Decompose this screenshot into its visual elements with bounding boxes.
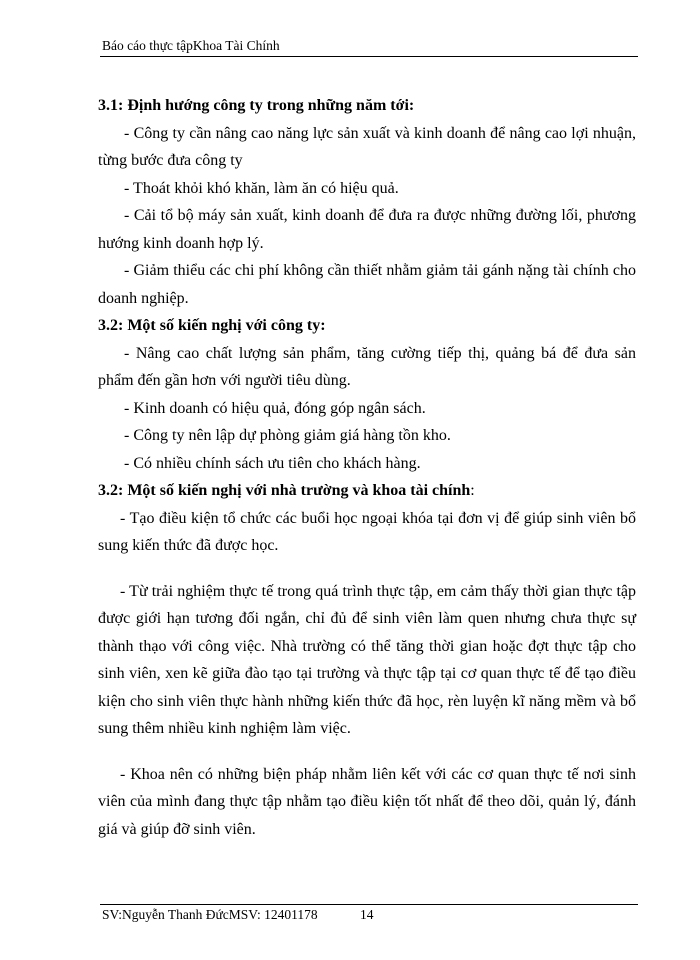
list-item: - Công ty nên lập dự phòng giảm giá hàng tồn kho.: [124, 427, 451, 444]
footer-student-info: SV:Nguyễn Thanh ĐứcMSV: 12401178: [102, 907, 318, 922]
paragraph: - Khoa nên có những biện pháp nhằm liên kết với các cơ quan thực tế nơi sinh viên của mình đang thực tập nhằm tạo điều kiện tốt nhất để theo dõi, quản lý, đánh giá và giúp đỡ sinh viên.: [98, 765, 636, 838]
list-item: - Cải tổ bộ máy sản xuất, kinh doanh để đưa ra được những đường lối, phương hướng kinh doanh hợp lý.: [98, 207, 636, 252]
page-header: Báo cáo thực tậpKhoa Tài Chính: [102, 38, 280, 53]
list-item: - Kinh doanh có hiệu quả, đóng góp ngân sách.: [124, 399, 426, 417]
paragraph: - Từ trải nghiệm thực tế trong quá trình thực tập, em cảm thấy thời gian thực tập được giới hạn tương đối ngắn, chỉ đủ để sinh viên làm quen nhưng chưa thực sự thành thạo với công việc. Nhà trường có thể tăng thời gian hoặc đợt thực tập cho sinh viên, xen kẽ giữa đào tạo tại trường và thực tập tại cơ quan thực tế để tạo điều kiện cho sinh viên thực hành những kiến thức đã học, rèn luyện kĩ năng mềm và bổ sung thêm nhiều kinh nghiệm làm việc.: [98, 582, 636, 737]
page-number: 14: [360, 907, 374, 922]
list-item: - Thoát khỏi khó khăn, làm ăn có hiệu quả.: [124, 179, 399, 197]
list-item: - Công ty cần nâng cao năng lực sản xuất và kinh doanh để nâng cao lợi nhuận, từng bước đưa công ty: [98, 124, 636, 169]
footer-divider: [100, 904, 638, 905]
section-heading-3-2-company: 3.2: Một số kiến nghị với công ty:: [98, 317, 326, 334]
paragraph: - Tạo điều kiện tổ chức các buổi học ngoại khóa tại đơn vị để giúp sinh viên bổ sung kiến thức đã được học.: [98, 509, 636, 554]
section-heading-3-1: 3.1: Định hướng công ty trong những năm tới:: [98, 97, 415, 114]
list-item: - Có nhiều chính sách ưu tiên cho khách hàng.: [124, 454, 421, 472]
section-heading-text: 3.2: Một số kiến nghị với nhà trường và khoa tài chính: [98, 482, 471, 499]
list-item: - Nâng cao chất lượng sản phẩm, tăng cường tiếp thị, quảng bá để đưa sản phẩm đến gần hơn với người tiêu dùng.: [98, 344, 636, 389]
section-heading-3-2-school: [98, 477, 636, 505]
list-item: - Giảm thiểu các chi phí không cần thiết nhằm giảm tải gánh nặng tài chính cho doanh nghiệp.: [98, 262, 636, 307]
document-body: [98, 92, 636, 843]
header-divider: [100, 56, 638, 57]
section-heading-colon: :: [470, 482, 475, 499]
